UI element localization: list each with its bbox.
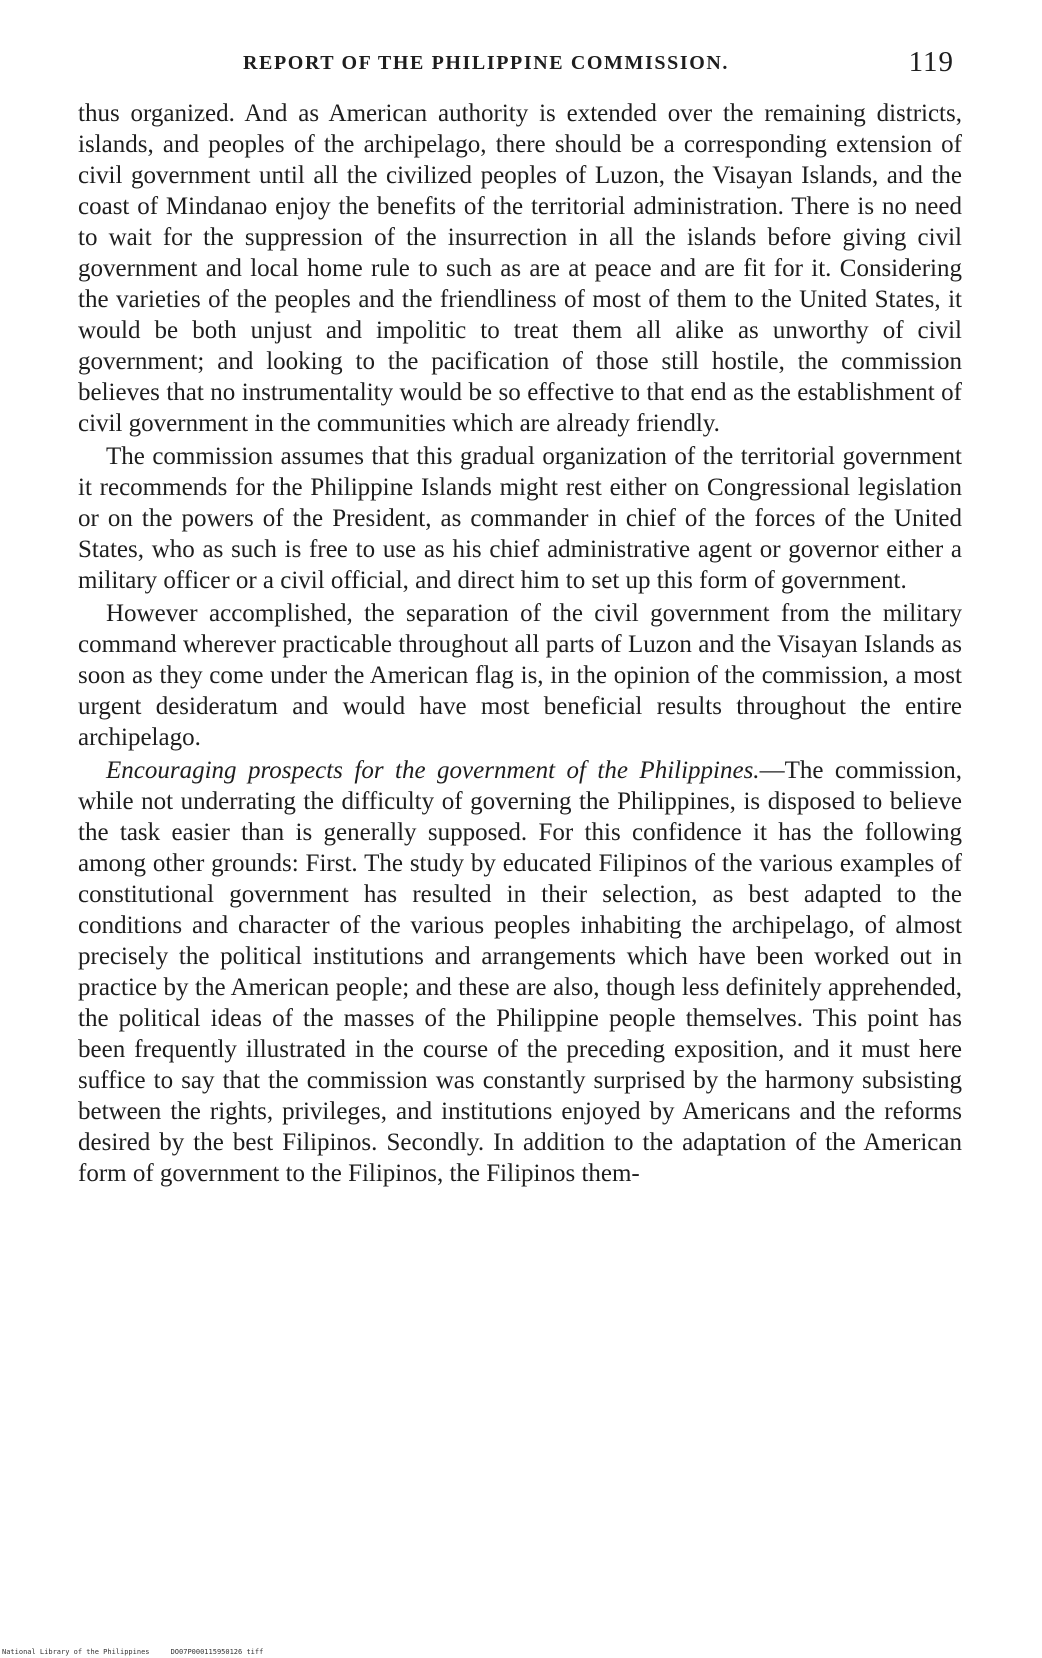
section-text: —The commission, while not underrating the difficulty of governing the Philippines, is disposed to believe the task easier than is generally supposed. For this confidence it has the following among other grounds: First. The study by educated Filipinos of the various examples of constitutional government has resulted in their selection, as best adapted to the conditions and character of the various peoples inhabiting the archipelago, of almost precisely the political institutions and arrangements which have been worked out in practice by the American people; and these are also, though less definitely apprehended, the political ideas of the masses of the Philippine people themselves. This point has been frequently illustrated in the course of the preceding exposition, and it must here suffice to say that the commission was constantly surprised by the harmony subsisting between the rights, privileges, and institutions enjoyed by Americans and the reforms desired by the best Filipinos. Secondly. In addition to the adaptation of the American form of government to the Filipinos, the Filipinos them- [78, 757, 962, 1187]
section-heading: Encouraging prospects for the government of the Philippines. [106, 757, 760, 784]
scan-footer [2, 1648, 263, 1656]
paragraph-continued: thus organized. And as American authority is extended over the remaining districts, islands, and peoples of the archipelago, there should be a corresponding extension of civil government until all the civilized peoples of Luzon, the Visayan Islands, and the coast of Mindanao enjoy the benefits of the territorial administration. There is no need to wait for the suppression of the insurrection in all the islands before giving civil government and local home rule to such as are at peace and are fit for it. Considering the varieties of the peoples and the friendliness of most of them to the United States, it would be both unjust and impolitic to treat them all alike as unworthy of civil government; and looking to the pacification of those still hostile, the commission believes that no instrumentality would be so effective to that end as the establishment of civil government in the communities which are already friendly. [78, 100, 962, 437]
paragraph-encouraging-prospects [78, 755, 962, 1189]
footer-library: National Library of the Philippines [2, 1648, 150, 1656]
page-number: 119 [908, 46, 954, 78]
footer-file-id: DO07P000115950126 tiff [170, 1648, 264, 1656]
paragraph-legal-basis: The commission assumes that this gradual organization of the territorial government it recommends for the Philippine Islands might rest either on Congressional legislation or on the powers of the President, as commander in chief of the forces of the United States, who as such is free to use as his chief administrative agent or governor either a military officer or a civil official, and direct him to set up this form of government. [78, 443, 962, 594]
running-title: REPORT OF THE PHILIPPINE COMMISSION. [242, 52, 730, 74]
body-text [78, 98, 962, 1189]
paragraph-separation: However accomplished, the separation of the civil government from the military command wherever practicable throughout all parts of Luzon and the Visayan Islands as soon as they come under the American flag is, in the opinion of the commission, a most urgent desideratum and would have most beneficial results throughout the entire archipelago. [78, 600, 962, 751]
running-head [78, 46, 954, 82]
